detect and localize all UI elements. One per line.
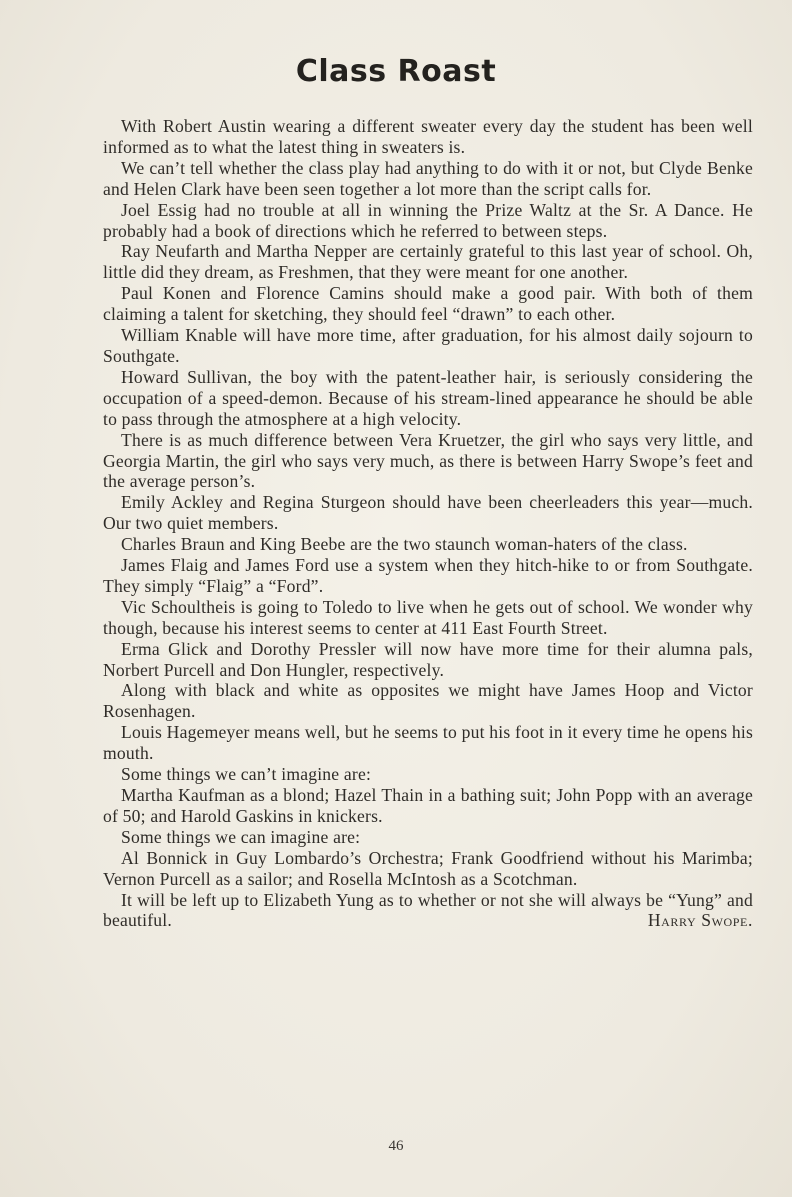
paragraph: Emily Ackley and Regina Sturgeon should have been cheerleaders this year—much. Our two quiet members. bbox=[103, 492, 753, 534]
article-body bbox=[103, 116, 753, 931]
page-title: Class Roast bbox=[295, 54, 497, 89]
paragraph: Paul Konen and Florence Camins should make a good pair. With both of them claiming a talent for sketching, they should feel “drawn” to each other. bbox=[103, 283, 753, 325]
paragraph: Howard Sullivan, the boy with the patent-leather hair, is seriously considering the occupation of a speed-demon. Because of his stream-lined appearance he should be able to pass through the atmosphere at a high velocity. bbox=[103, 366, 753, 429]
paragraph-text: It will be left up to Elizabeth Yung as to whether or not she will always be “Yung” and beautiful. bbox=[103, 889, 753, 931]
paragraph: Erma Glick and Dorothy Pressler will now have more time for their alumna pals, Norbert Purcell and Don Hungler, respectively. bbox=[103, 638, 753, 680]
paragraph: With Robert Austin wearing a different sweater every day the student has been well informed as to what the latest thing in sweaters is. bbox=[103, 116, 753, 157]
paragraph: Al Bonnick in Guy Lombardo’s Orchestra; Frank Goodfriend without his Marimba; Vernon Purcell as a sailor; and Rosella McIntosh as a Scotchman. bbox=[103, 847, 753, 889]
paragraph: There is as much difference between Vera Kruetzer, the girl who says very little, and Georgia Martin, the girl who says very much, as there is between Harry Swope’s feet and the average person’s. bbox=[103, 429, 753, 492]
page-number: 46 bbox=[388, 1138, 404, 1154]
paragraph: Louis Hagemeyer means well, but he seems to put his foot in it every time he opens his mouth. bbox=[103, 722, 753, 764]
author-signature: Harry Swope. bbox=[647, 910, 753, 931]
paragraph: James Flaig and James Ford use a system when they hitch-hike to or from Southgate. They simply “Flaig” a “Ford”. bbox=[103, 555, 753, 596]
paragraph: Along with black and white as opposites we might have James Hoop and Victor Rosenhagen. bbox=[103, 680, 753, 722]
paragraph: Ray Neufarth and Martha Nepper are certainly grateful to this last year of school. Oh, little did they dream, as Freshmen, that they were meant for one another. bbox=[103, 241, 753, 283]
paragraph: Charles Braun and King Beebe are the two staunch woman-haters of the class. bbox=[121, 534, 688, 555]
final-paragraph bbox=[103, 890, 753, 932]
paragraph: Some things we can’t imagine are: bbox=[121, 764, 372, 785]
paragraph: Some things we can imagine are: bbox=[121, 826, 361, 847]
paragraph: Vic Schoultheis is going to Toledo to live when he gets out of school. We wonder why though, because his interest seems to center at 411 East Fourth Street. bbox=[103, 596, 753, 638]
paragraph: Joel Essig had no trouble at all in winning the Prize Waltz at the Sr. A Dance. He probably had a book of directions which he referred to between steps. bbox=[103, 199, 753, 241]
paragraph: Martha Kaufman as a blond; Hazel Thain in a bathing suit; John Popp with an average of 50; and Harold Gaskins in knickers. bbox=[103, 785, 753, 826]
paragraph: We can’t tell whether the class play had anything to do with it or not, but Clyde Benke and Helen Clark have been seen together a lot more than the script calls for. bbox=[103, 157, 753, 199]
paragraph: William Knable will have more time, after graduation, for his almost daily sojourn to Southgate. bbox=[103, 325, 753, 366]
